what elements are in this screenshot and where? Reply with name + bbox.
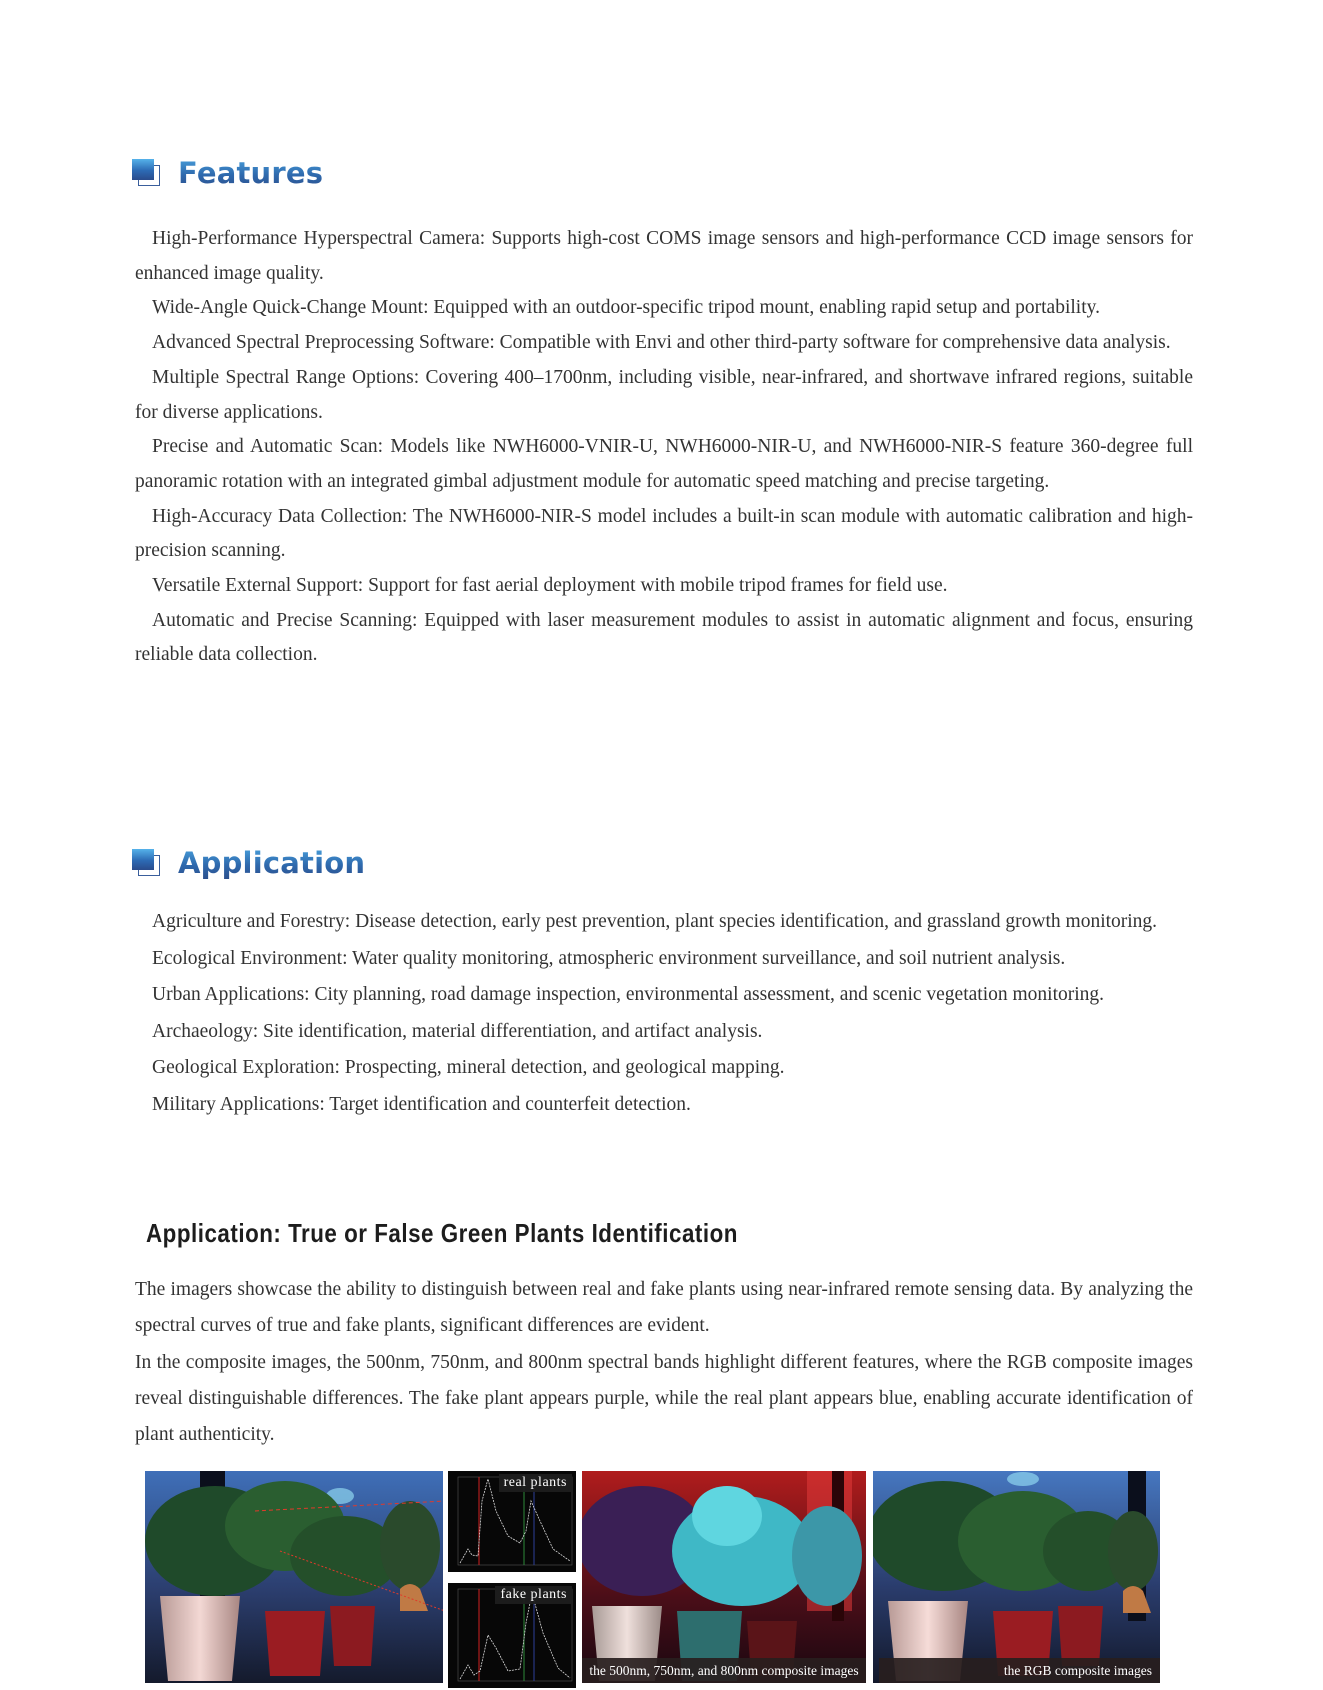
rgb-composite-photo	[873, 1471, 1160, 1683]
plants-photo-image	[145, 1471, 443, 1683]
application-item: Geological Exploration: Prospecting, mineral detection, and geological mapping.	[152, 1057, 785, 1078]
feature-item: Advanced Spectral Preprocessing Software: Compatible with Envi and other third-party software for comprehensive data analysis.	[152, 332, 1171, 354]
features-list	[135, 222, 1193, 673]
plants-photo	[145, 1471, 443, 1683]
fake-plants-spectrum	[448, 1583, 576, 1688]
application-title: Application	[178, 846, 366, 880]
true-false-description	[135, 1272, 1193, 1453]
section-square-icon	[132, 159, 162, 187]
feature-item: Wide-Angle Quick-Change Mount: Equipped with an outdoor-specific tripod mount, enabling rapid setup and portability.	[152, 297, 1100, 319]
application-item: Urban Applications: City planning, road damage inspection, environmental assessment, and scenic vegetation monitoring.	[152, 984, 1105, 1005]
application-item: Archaeology: Site identification, material differentiation, and artifact analysis.	[152, 1020, 763, 1042]
feature-item: Versatile External Support: Support for fast aerial deployment with mobile tripod frames for field use.	[152, 575, 948, 597]
real-plants-spectrum	[448, 1471, 576, 1572]
true-false-heading: Application: True or False Green Plants Identification	[146, 1218, 738, 1248]
description-paragraph: The imagers showcase the ability to distinguish between real and fake plants using near-infrared remote sensing data. By analyzing the spectral curves of true and fake plants, significant differences are evident.	[135, 1279, 1193, 1337]
application-heading	[132, 846, 365, 880]
application-item: Agriculture and Forestry: Disease detection, early pest prevention, plant species identification, and grassland growth monitoring.	[152, 911, 1158, 932]
description-paragraph: In the composite images, the 500nm, 750nm, and 800nm spectral bands highlight different features, where the RGB composite images reveal distinguishable differences. The fake plant appears purple, while the real plant appears blue, enabling accurate identification of plant authenticity.	[135, 1351, 1193, 1446]
rgb-composite-photo-image	[873, 1471, 1160, 1683]
composite-photo-image	[582, 1471, 866, 1683]
application-list	[135, 904, 1193, 1123]
feature-item: Multiple Spectral Range Options: Covering 400–1700nm, including visible, near-infrared, and shortwave infrared regions, suitable for diverse applications.	[135, 366, 1193, 423]
feature-item: Precise and Automatic Scan: Models like NWH6000-VNIR-U, NWH6000-NIR-U, and NWH6000-NIR-S feature 360-degree full panoramic rotation with an integrated gimbal adjustment module for automatic speed matching and precise targeting.	[135, 436, 1193, 492]
rgb-caption: the RGB composite images	[879, 1658, 1160, 1683]
fake-plants-label: fake plants	[495, 1586, 572, 1604]
composite-photo	[582, 1471, 866, 1683]
features-title: Features	[178, 156, 324, 190]
application-item: Military Applications: Target identification and counterfeit detection.	[152, 1093, 691, 1115]
real-plants-label: real plants	[499, 1474, 572, 1492]
section-square-icon	[132, 849, 162, 877]
features-heading	[132, 156, 323, 190]
feature-item: High-Accuracy Data Collection: The NWH6000-NIR-S model includes a built-in scan module with automatic calibration and high-precision scanning.	[135, 505, 1193, 562]
feature-item: Automatic and Precise Scanning: Equipped with laser measurement modules to assist in automatic alignment and focus, ensuring reliable data collection.	[135, 609, 1193, 666]
feature-item: High-Performance Hyperspectral Camera: Supports high-cost COMS image sensors and high-performance CCD image sensors for enhanced image quality.	[135, 228, 1193, 284]
application-item: Ecological Environment: Water quality monitoring, atmospheric environment surveillance, and soil nutrient analysis.	[152, 947, 1066, 969]
composite-caption: the 500nm, 750nm, and 800nm composite images	[582, 1658, 866, 1683]
